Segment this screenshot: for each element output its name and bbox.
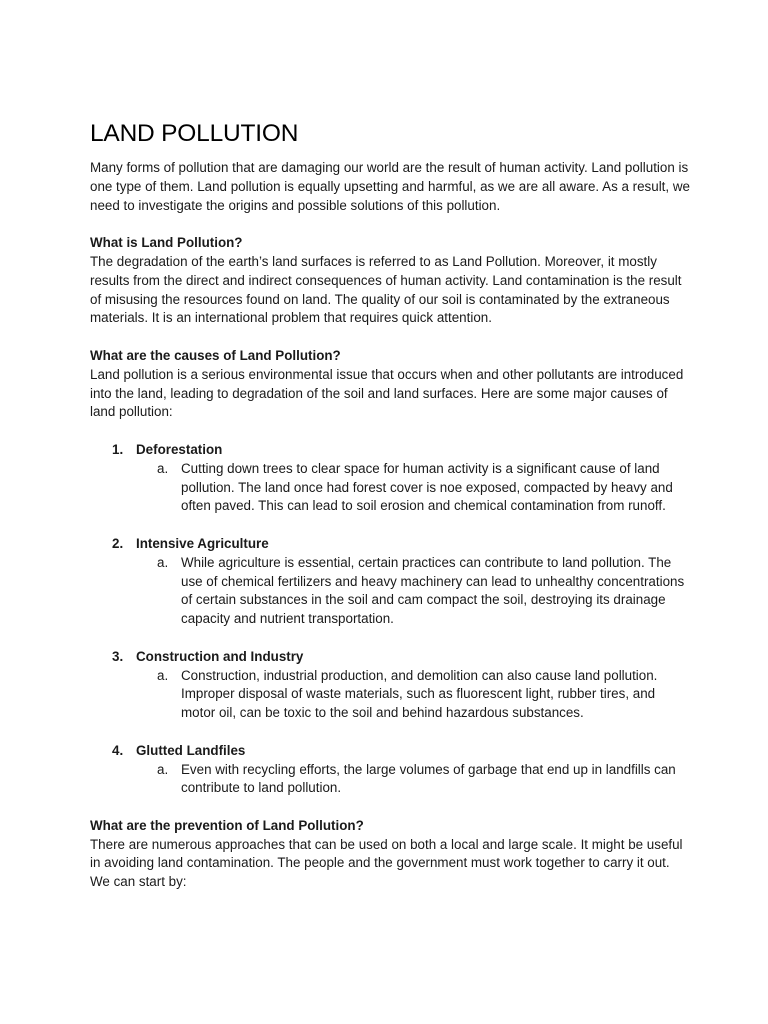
cause-title: Deforestation bbox=[136, 441, 223, 457]
cause-heading bbox=[112, 648, 690, 667]
cause-number: 4. bbox=[112, 742, 124, 758]
cause-detail-text: Cutting down trees to clear space for human activity is a significant cause of land pollution. The land once had forest cover is noe exposed, compacted by heavy and often paved. This can lead to soil erosion and chemical contamination from runoff. bbox=[181, 460, 673, 514]
cause-detail bbox=[157, 554, 690, 629]
cause-detail bbox=[157, 667, 690, 723]
cause-detail-letter: a. bbox=[157, 667, 169, 683]
intro-paragraph: Many forms of pollution that are damaging our world are the result of human activity. Land pollution is one type of them. Land pollution is equally upsetting and harmful, as we are all aware. As a result, we need to investigate the origins and possible solutions of this pollution. bbox=[90, 160, 690, 213]
cause-heading bbox=[112, 441, 690, 460]
cause-detail bbox=[157, 761, 690, 799]
cause-number: 2. bbox=[112, 535, 124, 551]
cause-heading bbox=[112, 742, 690, 761]
list-item bbox=[90, 441, 690, 516]
list-item bbox=[90, 742, 690, 798]
cause-detail bbox=[157, 460, 690, 516]
cause-number: 1. bbox=[112, 441, 124, 457]
section-heading-what-is: What is Land Pollution? bbox=[90, 235, 243, 251]
section-body-what-is: The degradation of the earth’s land surfaces is referred to as Land Pollution. Moreover, it mostly results from the direct and indirect consequences of human activity. Land contamination is the result of misusing the resources found on land. The quality of our soil is contaminated by the extraneous materials. It is an international problem that requires quick attention. bbox=[90, 253, 682, 326]
spacer bbox=[90, 422, 690, 441]
section-body-causes: Land pollution is a serious environmental issue that occurs when and other pollutants are introduced into the land, leading to degradation of the soil and land surfaces. Here are some major causes of land pollution: bbox=[90, 366, 684, 420]
cause-heading bbox=[112, 535, 690, 554]
cause-detail-letter: a. bbox=[157, 761, 169, 777]
list-item bbox=[90, 648, 690, 723]
document-title: LAND POLLUTION bbox=[90, 120, 299, 147]
cause-title: Intensive Agriculture bbox=[136, 535, 269, 551]
cause-number: 3. bbox=[112, 648, 124, 664]
spacer bbox=[90, 215, 690, 234]
section-body-prevention: There are numerous approaches that can be used on both a local and large scale. It might be useful in avoiding land contamination. The people and the government must work together to carry it out. We can start by: bbox=[90, 836, 683, 890]
cause-detail-letter: a. bbox=[157, 460, 169, 476]
list-item bbox=[90, 535, 690, 629]
cause-title: Construction and Industry bbox=[136, 648, 304, 664]
cause-detail-text: Even with recycling efforts, the large volumes of garbage that end up in landfills can contribute to land pollution. bbox=[181, 761, 676, 796]
document-page bbox=[90, 118, 690, 892]
spacer bbox=[90, 328, 690, 347]
causes-list bbox=[90, 441, 690, 798]
cause-detail-text: Construction, industrial production, and demolition can also cause land pollution. Improper disposal of waste materials, such as fluorescent light, rubber tires, and motor oil, can be toxic to the soil and behind hazardous substances. bbox=[181, 667, 658, 721]
cause-detail-letter: a. bbox=[157, 554, 169, 570]
cause-detail-text: While agriculture is essential, certain practices can contribute to land pollution. The use of chemical fertilizers and heavy machinery can lead to unhealthy concentrations of certain substances in the soil and cam compact the soil, destroying its drainage capacity and nutrient transportation. bbox=[181, 554, 685, 627]
section-heading-prevention: What are the prevention of Land Pollution? bbox=[90, 817, 364, 833]
section-heading-causes: What are the causes of Land Pollution? bbox=[90, 347, 341, 363]
cause-title: Glutted Landfiles bbox=[136, 742, 246, 758]
